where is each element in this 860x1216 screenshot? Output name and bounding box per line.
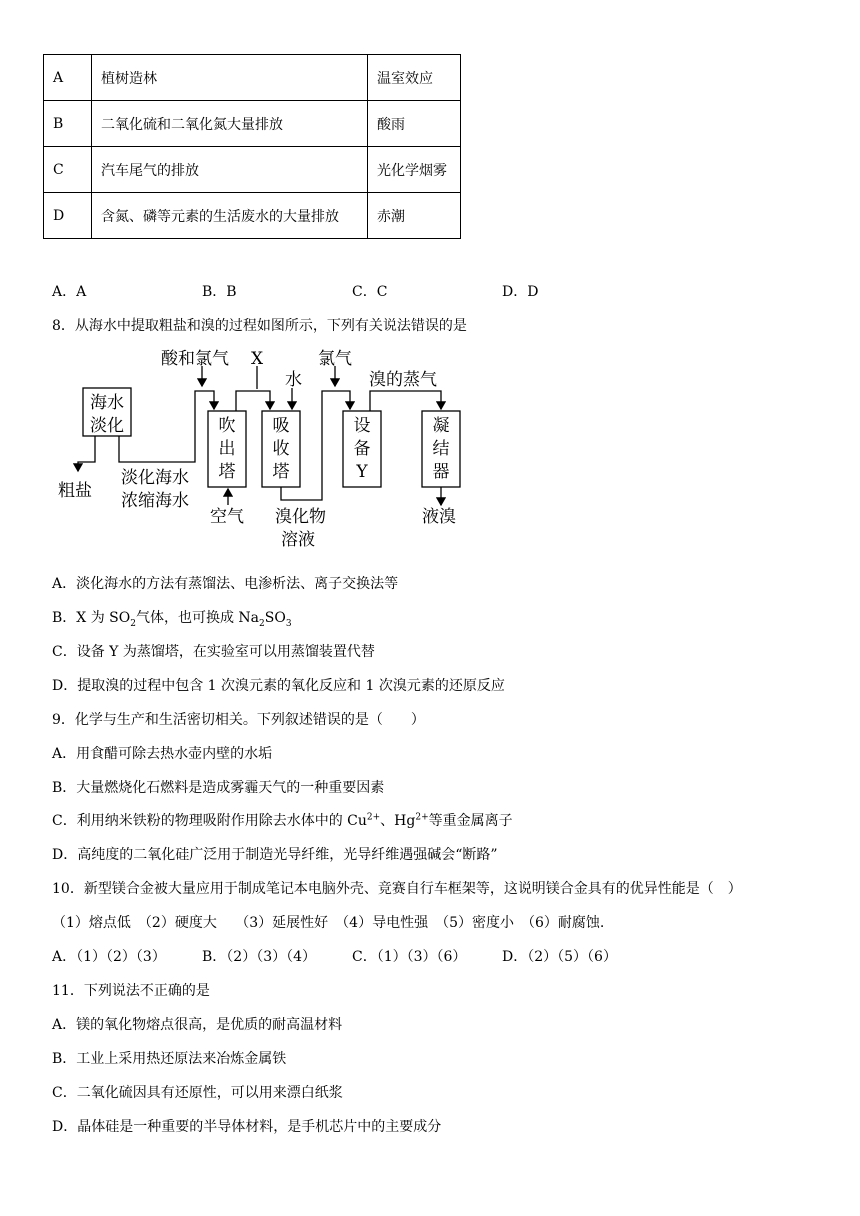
q7-option-d[interactable]: D．D — [502, 284, 539, 300]
q9-option-d[interactable]: D．高纯度的二氧化硅广泛用于制造光导纤维，光导纤维遇强碱会“断路” — [52, 847, 498, 863]
box3-c2: 收 — [272, 439, 290, 459]
table-cell: 酸雨 — [368, 101, 461, 147]
q9-option-a[interactable]: A．用食醋可除去热水壶内壁的水垢 — [52, 746, 273, 762]
box5-c2: 结 — [432, 439, 450, 459]
table-cell: 温室效应 — [368, 55, 461, 101]
label-solution: 溶液 — [281, 530, 315, 550]
label-acid-chlorine: 酸和氯气 — [161, 349, 229, 369]
q8-option-a[interactable]: A．淡化海水的方法有蒸馏法、电渗析法、离子交换法等 — [52, 576, 399, 592]
table-cell: D — [44, 193, 92, 239]
box2-c3: 塔 — [218, 462, 236, 482]
box5-c3: 器 — [432, 462, 450, 482]
label-bromide: 溴化物 — [275, 507, 326, 527]
table-cell: 赤潮 — [368, 193, 461, 239]
q9-option-c[interactable]: C．利用纳米铁粉的物理吸附作用除去水体中的 $Cu^{2+}$、$Hg^{2+}$等重金属离子 — [52, 812, 513, 829]
label-water: 水 — [285, 370, 302, 390]
q7-option-a[interactable]: A．A — [52, 284, 87, 300]
q8-stem: 8．从海水中提取粗盐和溴的过程如图所示，下列有关说法错误的是 — [52, 318, 467, 334]
q8-option-b[interactable]: B．X 为 $SO_2$气体，也可换成 $Na_2SO_3$ — [52, 610, 292, 629]
q8-option-c[interactable]: C．设备 Y 为蒸馏塔，在实验室可以用蒸馏装置代替 — [52, 644, 375, 660]
label-liquid-bromine: 液溴 — [422, 507, 456, 527]
table-cell: A — [44, 55, 92, 101]
q7-option-c[interactable]: C．C — [352, 284, 388, 300]
q11-option-a[interactable]: A．镁的氧化物熔点很高，是优质的耐高温材料 — [52, 1017, 343, 1033]
table-cell: C — [44, 147, 92, 193]
q10-stem: 10．新型镁合金被大量应用于制成笔记本电脑外壳、竞赛自行车框架等，这说明镁合金具有的优异性能是（ ） — [52, 881, 742, 897]
bromine-extraction-diagram — [0, 0, 860, 560]
table-cell: 植树造林 — [92, 55, 368, 101]
label-x: X — [251, 349, 264, 369]
box2-c2: 出 — [218, 439, 236, 459]
box2-c1: 吹 — [218, 416, 236, 436]
label-bromine-vapor: 溴的蒸气 — [369, 370, 437, 390]
box4-c1: 设 — [353, 416, 371, 436]
q9-option-b[interactable]: B．大量燃烧化石燃料是造成雾霾天气的一种重要因素 — [52, 780, 385, 796]
q10-option-b[interactable]: B．（2）（3）（4） — [202, 949, 317, 965]
box5-c1: 凝 — [432, 416, 450, 436]
q9-stem: 9．化学与生产和生活密切相关。下列叙述错误的是（ ） — [52, 712, 425, 728]
q11-option-c[interactable]: C．二氧化硫因具有还原性，可以用来漂白纸浆 — [52, 1085, 343, 1101]
q10-option-c[interactable]: C．（1）（3）（6） — [352, 949, 467, 965]
label-concentrated-water: 浓缩海水 — [121, 491, 189, 511]
box3-c3: 塔 — [272, 462, 290, 482]
box1-line2: 淡化 — [90, 416, 124, 436]
table-cell: 含氮、磷等元素的生活废水的大量排放 — [92, 193, 368, 239]
label-air: 空气 — [210, 507, 244, 527]
box3-c1: 吸 — [272, 416, 290, 436]
box1-line1: 海水 — [90, 393, 124, 413]
q10-option-d[interactable]: D．（2）（5）（6） — [502, 949, 617, 965]
label-crude-salt: 粗盐 — [58, 481, 92, 501]
label-desalinated-water: 淡化海水 — [121, 468, 189, 488]
q8-option-d[interactable]: D．提取溴的过程中包含 1 次溴元素的氧化反应和 1 次溴元素的还原反应 — [52, 678, 505, 694]
q11-option-b[interactable]: B．工业上采用热还原法来冶炼金属铁 — [52, 1051, 287, 1067]
table-cell: 光化学烟雾 — [368, 147, 461, 193]
label-chlorine: 氯气 — [318, 349, 352, 369]
q7-option-b[interactable]: B．B — [202, 284, 237, 300]
box4-c2: 备 — [353, 439, 371, 459]
q10-properties: （1）熔点低 （2）硬度大 （3）延展性好 （4）导电性强 （5）密度小 （6）耐腐蚀. — [52, 915, 605, 931]
table-cell: B — [44, 101, 92, 147]
q11-option-d[interactable]: D．晶体硅是一种重要的半导体材料，是手机芯片中的主要成分 — [52, 1119, 442, 1135]
table-cell: 汽车尾气的排放 — [92, 147, 368, 193]
box4-c3: Y — [356, 462, 368, 482]
table-cell: 二氧化硫和二氧化氮大量排放 — [92, 101, 368, 147]
q11-stem: 11．下列说法不正确的是 — [52, 983, 210, 999]
q10-option-a[interactable]: A．（1）（2）（3） — [52, 949, 166, 965]
